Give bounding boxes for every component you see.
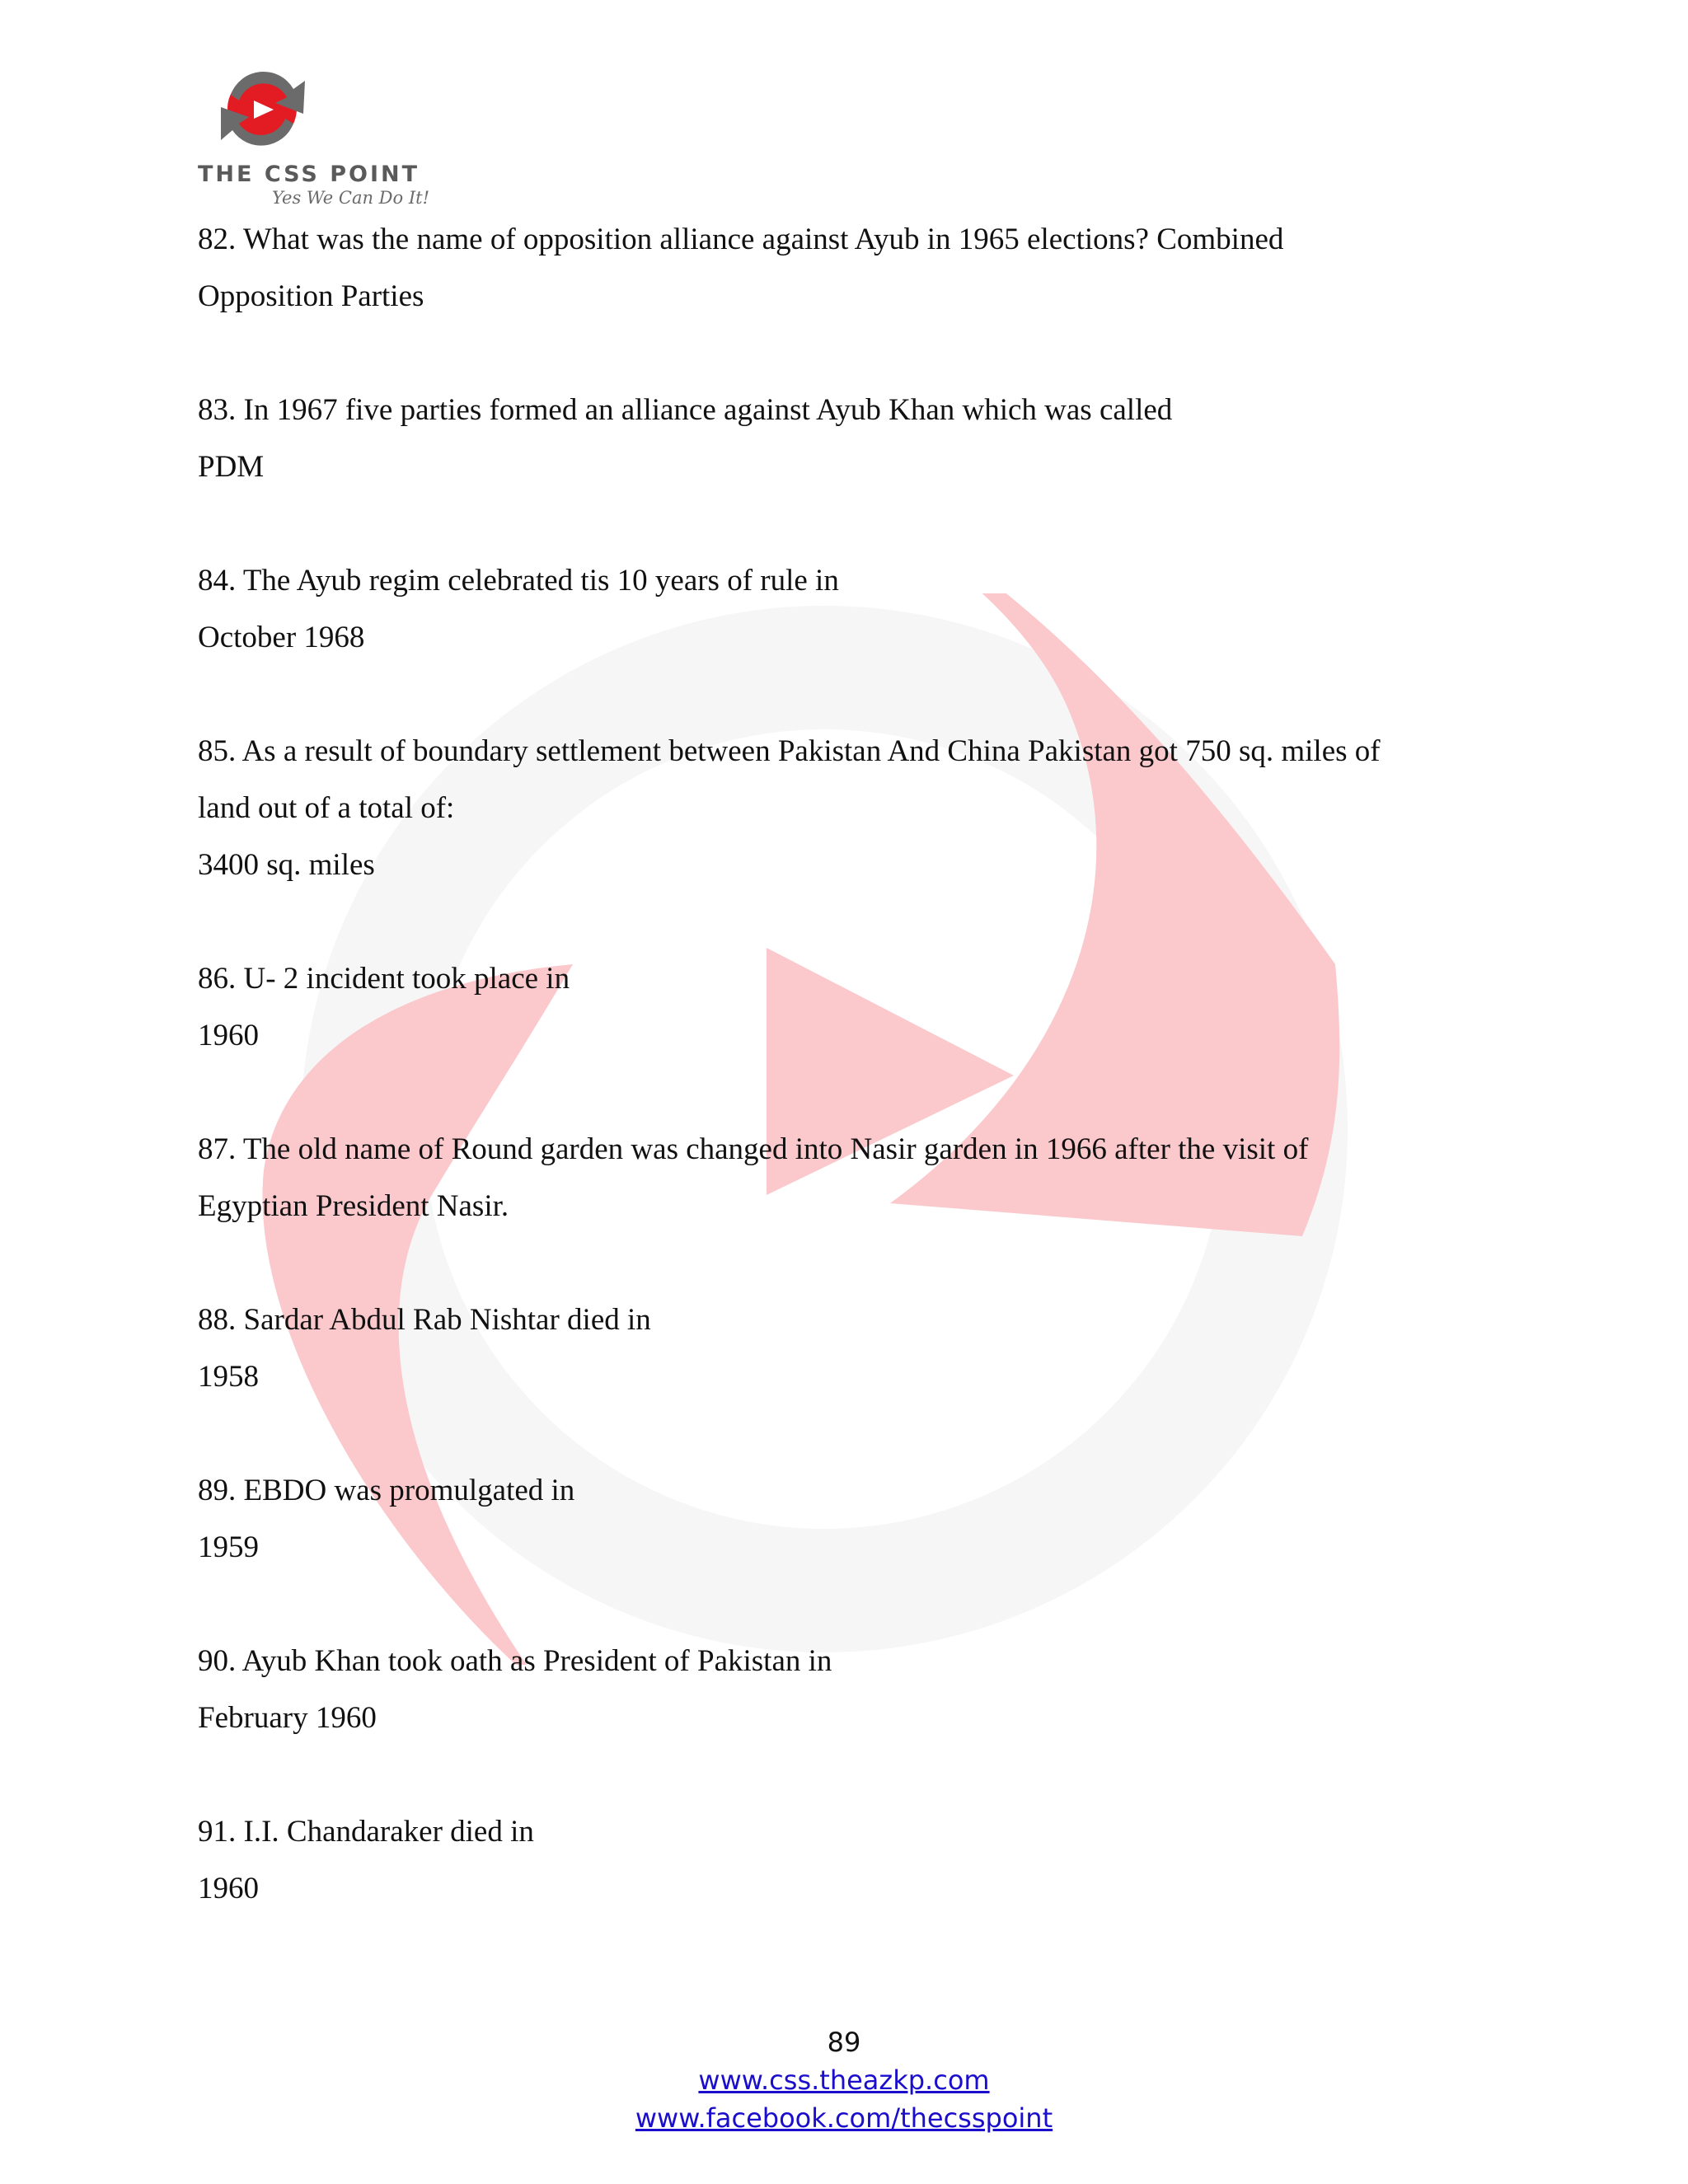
qa-item-82 <box>198 211 1517 382</box>
question-text: 87. The old name of Round garden was changed into Nasir garden in 1966 after the visit of <box>198 1132 1309 1166</box>
question-text: 91. I.I. Chandaraker died in <box>198 1815 534 1849</box>
answer-text: Egyptian President Nasir. <box>198 1189 509 1223</box>
qa-item-85 <box>198 723 1517 950</box>
qa-item-91 <box>198 1803 1517 1974</box>
qa-item-88 <box>198 1291 1517 1462</box>
answer-text: 1960 <box>198 1872 259 1905</box>
question-text: 82. What was the name of opposition alliance against Ayub in 1965 elections? Combined <box>198 223 1284 256</box>
qa-item-90 <box>198 1633 1517 1803</box>
logo-emblem-icon <box>213 58 320 161</box>
answer-text: 1960 <box>198 1019 259 1052</box>
answer-text: 1958 <box>198 1360 259 1394</box>
question-text: 84. The Ayub regim celebrated tis 10 years of rule in <box>198 564 839 598</box>
question-text-continued: land out of a total of: <box>198 791 455 825</box>
question-text: 90. Ayub Khan took oath as President of Pakistan in <box>198 1644 832 1678</box>
page-number: 89 <box>827 2027 861 2058</box>
qa-item-87 <box>198 1121 1517 1291</box>
qa-list <box>198 211 1517 1974</box>
answer-text: February 1960 <box>198 1701 377 1735</box>
question-text: 89. EBDO was promulgated in <box>198 1474 575 1507</box>
answer-text: PDM <box>198 450 265 484</box>
qa-item-83 <box>198 382 1517 552</box>
question-text: 86. U- 2 incident took place in <box>198 962 570 996</box>
qa-item-89 <box>198 1462 1517 1633</box>
page-footer <box>0 2023 1688 2137</box>
logo-name: THE CSS POINT <box>198 162 420 187</box>
question-text: 88. Sardar Abdul Rab Nishtar died in <box>198 1303 651 1337</box>
answer-text: October 1968 <box>198 621 365 654</box>
website-link[interactable]: www.css.theazkp.com <box>698 2064 990 2096</box>
facebook-link[interactable]: www.facebook.com/thecsspoint <box>635 2102 1053 2134</box>
qa-item-86 <box>198 950 1517 1121</box>
logo-tagline: Yes We Can Do It! <box>272 188 430 208</box>
answer-text: 3400 sq. miles <box>198 848 375 882</box>
answer-text: 1959 <box>198 1530 259 1564</box>
question-text: 83. In 1967 five parties formed an alliance against Ayub Khan which was called <box>198 393 1173 427</box>
question-text: 85. As a result of boundary settlement between Pakistan And China Pakistan got 750 sq. miles of <box>198 734 1381 768</box>
css-point-logo <box>198 58 437 214</box>
answer-text: Opposition Parties <box>198 279 424 313</box>
qa-item-84 <box>198 552 1517 723</box>
